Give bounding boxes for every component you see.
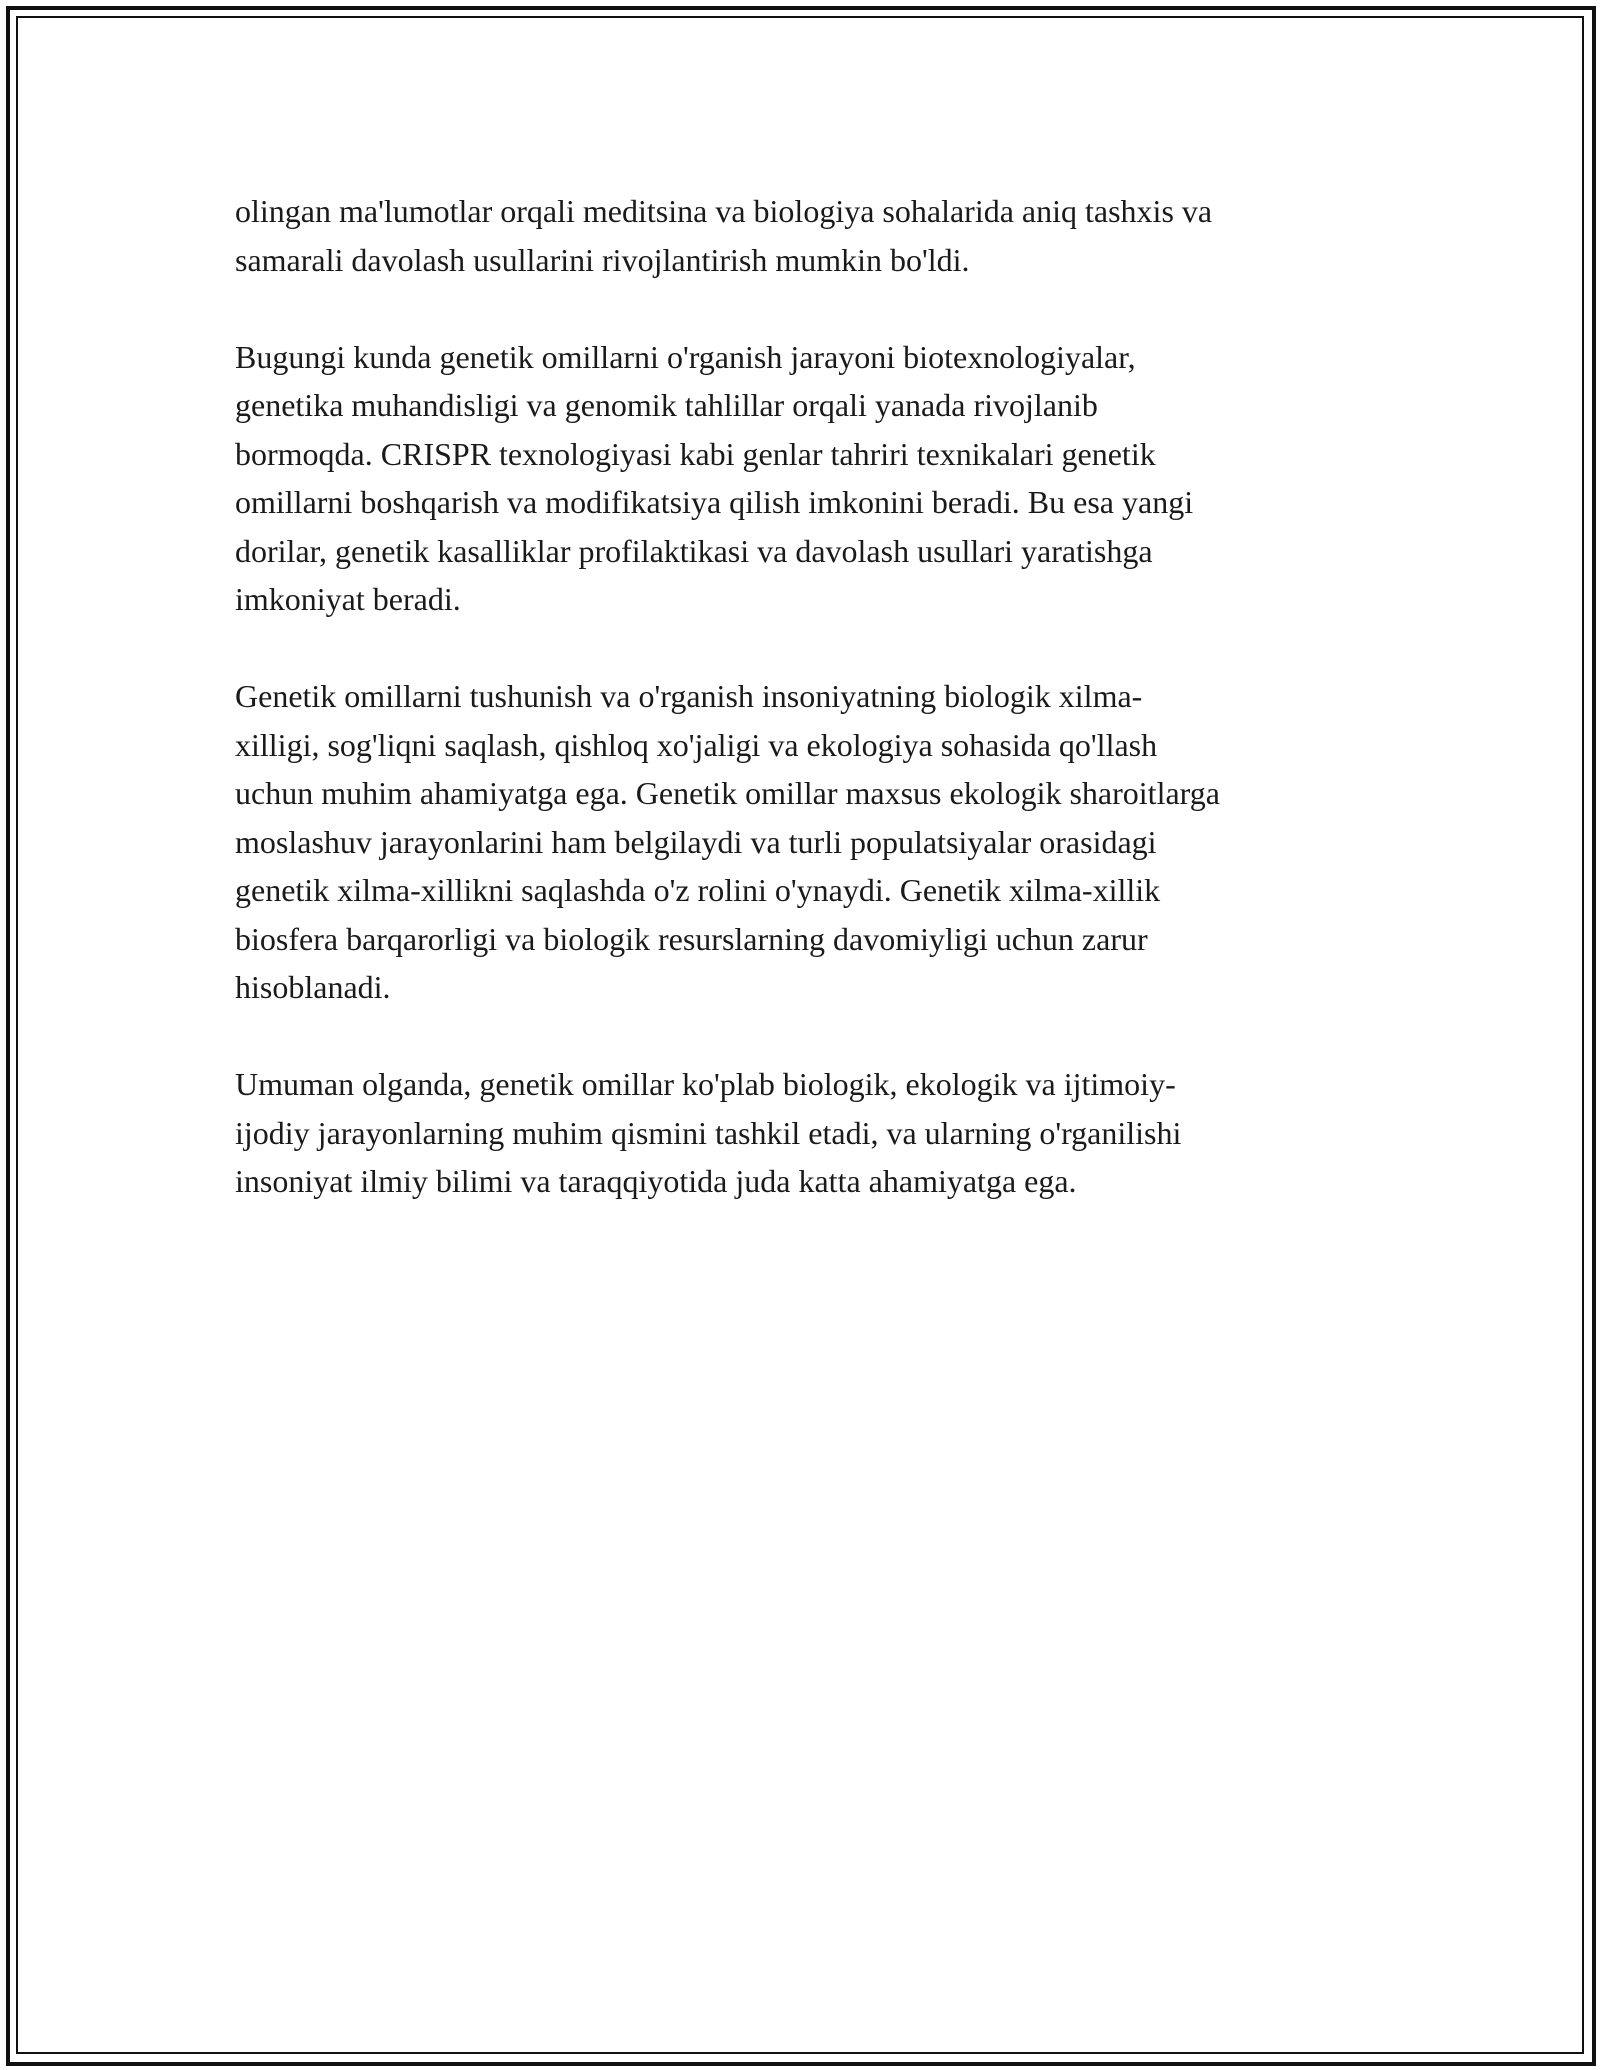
paragraph: Bugungi kunda genetik omillarni o'rganish jarayoni biotexnologiyalar, genetika muhandisligi va genomik tahlillar orqali yanada rivojlanib bormoqda. CRISPR texnologiyasi kabi genlar tahriri texnikalari genetik omillarni boshqarish va modifikatsiya qilish imkonini beradi. Bu esa yangi dorilar, genetik kasalliklar profilaktikasi va davolash usullari yaratishga imkoniyat beradi. xyxy=(235,338,1194,617)
paragraph: Genetik omillarni tushunish va o'rganish insoniyatning biologik xilma- xilligi, sog'liqni saqlash, qishloq xo'jaligi va ekologiya sohasida qo'llash uchun muhim ahamiyatga ega. Genetik omillar maxsus ekologik sharoitlarga moslashuv jarayonlarini ham belgilaydi va turli populatsiyalar orasidagi genetik xilma-xillikni saqlashda o'z rolini o'ynaydi. Genetik xilma-xillik biosfera barqarorligi va biologik resurslarning davomiyligi uchun zarur hisoblanadi. xyxy=(235,678,1220,1005)
paragraph: olingan ma'lumotlar orqali meditsina va biologiya sohalarida aniq tashxis va samarali davolash usullarini rivojlantirish mumkin bo'ldi. xyxy=(235,193,1213,278)
document-body xyxy=(235,187,1375,1254)
paragraph: Umuman olganda, genetik omillar ko'plab biologik, ekologik va ijtimoiy- ijodiy jarayonlarning muhim qismini tashkil etadi, va ularning o'rganilishi insoniyat ilmiy bilimi va taraqqiyotida juda katta ahamiyatga ega. xyxy=(235,1066,1182,1199)
